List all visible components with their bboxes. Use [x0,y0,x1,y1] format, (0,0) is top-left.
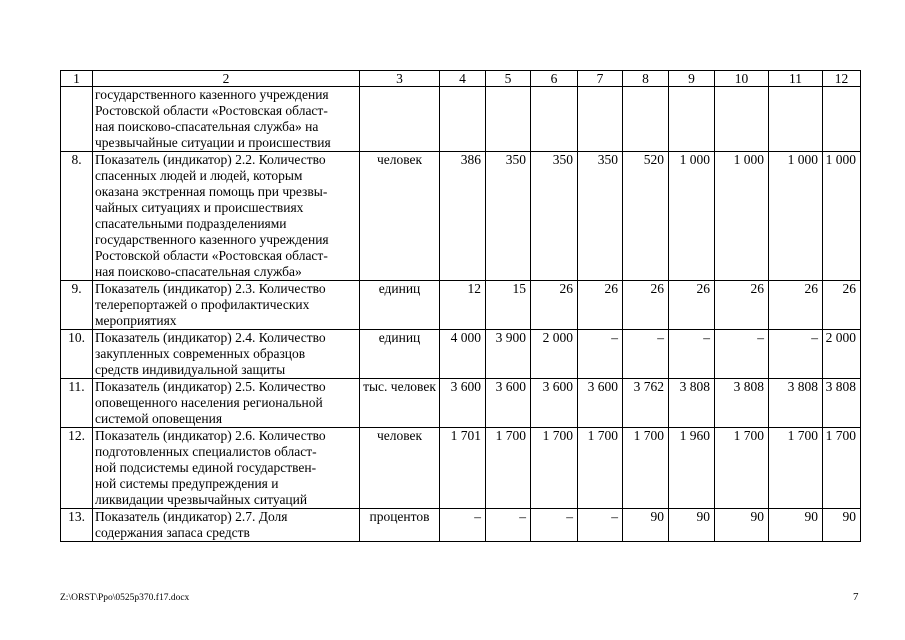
header-cell-12: 12 [823,71,861,87]
value-cell: 3 808 [669,379,715,428]
header-cell-2: 2 [93,71,360,87]
table-row [61,379,861,428]
value-cell: 90 [823,509,861,542]
value-cell: – [531,509,578,542]
indicator-name-line: ной подсистемы единой государствен- [95,460,317,475]
value-cell: 2 000 [531,330,578,379]
value-cell: 1 700 [623,428,669,509]
value-cell: 26 [531,281,578,330]
value-cell: 350 [486,152,531,281]
page-number: 7 [853,591,859,603]
indicator-name-line: Ростовской области «Ростовская област- [95,103,328,118]
indicator-name-line: чайных ситуациях и происшествиях [95,200,304,215]
table-row [61,428,861,509]
value-cell: 1 000 [769,152,823,281]
file-path: Z:\ORST\Ppo\0525p370.f17.docx [60,593,190,603]
value-cell: 1 700 [578,428,623,509]
row-number-cell [61,87,93,152]
value-cell: – [578,330,623,379]
value-cell: 350 [531,152,578,281]
indicator-name-line: телерепортажей о профилактических [95,297,310,312]
value-cell: 1 960 [669,428,715,509]
indicator-name-line: средств индивидуальной защиты [95,362,286,377]
value-cell: 3 808 [823,379,861,428]
value-cell: 26 [769,281,823,330]
value-cell: 26 [623,281,669,330]
indicators-table [60,70,861,542]
indicator-name-cell [93,509,360,542]
indicator-name-line: мероприятиях [95,313,177,328]
indicator-name-line: спасательными подразделениями [95,216,287,231]
indicator-name-line: государственного казенного учреждения [95,232,329,247]
header-cell-3: 3 [360,71,440,87]
header-cell-10: 10 [715,71,769,87]
header-cell-1: 1 [61,71,93,87]
indicator-name-cell [93,152,360,281]
indicator-name-line: ная поисково-спасательная служба» [95,264,302,279]
header-cell-8: 8 [623,71,669,87]
value-cell: 1 701 [440,428,486,509]
value-cell: 26 [715,281,769,330]
value-cell: 26 [669,281,715,330]
indicator-name-line: Показатель (индикатор) 2.5. Количество [95,379,326,394]
value-cell: – [578,509,623,542]
value-cell: – [769,330,823,379]
row-number-cell: 10. [61,330,93,379]
value-cell: 3 600 [578,379,623,428]
value-cell: – [623,330,669,379]
indicator-name-line: Показатель (индикатор) 2.6. Количество [95,428,326,443]
unit-cell: человек [360,152,440,281]
value-cell: 26 [578,281,623,330]
indicator-name-line: ная поисково-спасательная служба» на [95,119,319,134]
indicator-name-cell [93,379,360,428]
value-cell: 3 808 [715,379,769,428]
indicator-name-line: Показатель (индикатор) 2.3. Количество [95,281,326,296]
value-cell: 4 000 [440,330,486,379]
value-cell: – [486,509,531,542]
value-cell: – [440,509,486,542]
indicator-name-line: Показатель (индикатор) 2.4. Количество [95,330,326,345]
indicator-name-line: системой оповещения [95,411,223,426]
indicator-name-line: ной системы предупреждения и [95,476,279,491]
value-cell: – [715,330,769,379]
value-cell: 26 [823,281,861,330]
indicator-name-line: Показатель (индикатор) 2.2. Количество [95,152,326,167]
value-cell: 90 [669,509,715,542]
table-row [61,509,861,542]
value-cell: 3 600 [486,379,531,428]
indicator-name-cell [93,330,360,379]
table-row [61,330,861,379]
row-number-cell: 13. [61,509,93,542]
indicator-name-line: содержания запаса средств [95,525,250,540]
table-row [61,152,861,281]
value-cell: 520 [623,152,669,281]
unit-cell: человек [360,428,440,509]
row-number-cell: 12. [61,428,93,509]
value-cell: 1 000 [669,152,715,281]
indicator-name-line: спасенных людей и людей, которым [95,168,303,183]
unit-cell: процентов [360,509,440,542]
value-cell: 1 000 [823,152,861,281]
table-row [61,281,861,330]
value-cell: 90 [623,509,669,542]
value-cell: 1 700 [715,428,769,509]
row-number-cell: 9. [61,281,93,330]
indicator-name-line: чрезвычайные ситуации и происшествия [95,135,331,150]
indicator-name-line: закупленных современных образцов [95,346,306,361]
value-cell: 1 700 [769,428,823,509]
header-cell-5: 5 [486,71,531,87]
indicator-name-line: оказана экстренная помощь при чрезвы- [95,184,328,199]
indicator-name-line: оповещенного населения региональной [95,395,323,410]
unit-cell: единиц [360,281,440,330]
value-cell: 12 [440,281,486,330]
unit-cell: единиц [360,330,440,379]
value-cell: 350 [578,152,623,281]
header-row [61,71,861,87]
indicator-name-cell [93,428,360,509]
value-cell: 1 700 [486,428,531,509]
header-cell-6: 6 [531,71,578,87]
value-cell: 1 700 [823,428,861,509]
value-cell: 15 [486,281,531,330]
continuation-row [61,87,861,152]
indicator-name-line: Ростовской области «Ростовская област- [95,248,328,263]
value-cell: 3 762 [623,379,669,428]
value-cell: 3 600 [440,379,486,428]
header-cell-7: 7 [578,71,623,87]
indicator-name-cell [93,281,360,330]
row-number-cell: 11. [61,379,93,428]
indicator-name-line: ликвидации чрезвычайных ситуаций [95,492,308,507]
header-cell-4: 4 [440,71,486,87]
value-cell: 3 600 [531,379,578,428]
value-cell: 90 [769,509,823,542]
value-cell: – [669,330,715,379]
value-cell: 3 808 [769,379,823,428]
indicator-name-line: подготовленных специалистов област- [95,444,317,459]
row-number-cell: 8. [61,152,93,281]
value-cell: 386 [440,152,486,281]
value-cell: 2 000 [823,330,861,379]
header-cell-11: 11 [769,71,823,87]
indicator-name-cell [93,87,360,152]
indicator-name-line: государственного казенного учреждения [95,87,329,102]
value-cell: 1 700 [531,428,578,509]
indicator-name-line: Показатель (индикатор) 2.7. Доля [95,509,288,524]
unit-cell: тыс. человек [360,379,440,428]
header-cell-9: 9 [669,71,715,87]
value-cell: 90 [715,509,769,542]
value-cell: 1 000 [715,152,769,281]
value-cell: 3 900 [486,330,531,379]
